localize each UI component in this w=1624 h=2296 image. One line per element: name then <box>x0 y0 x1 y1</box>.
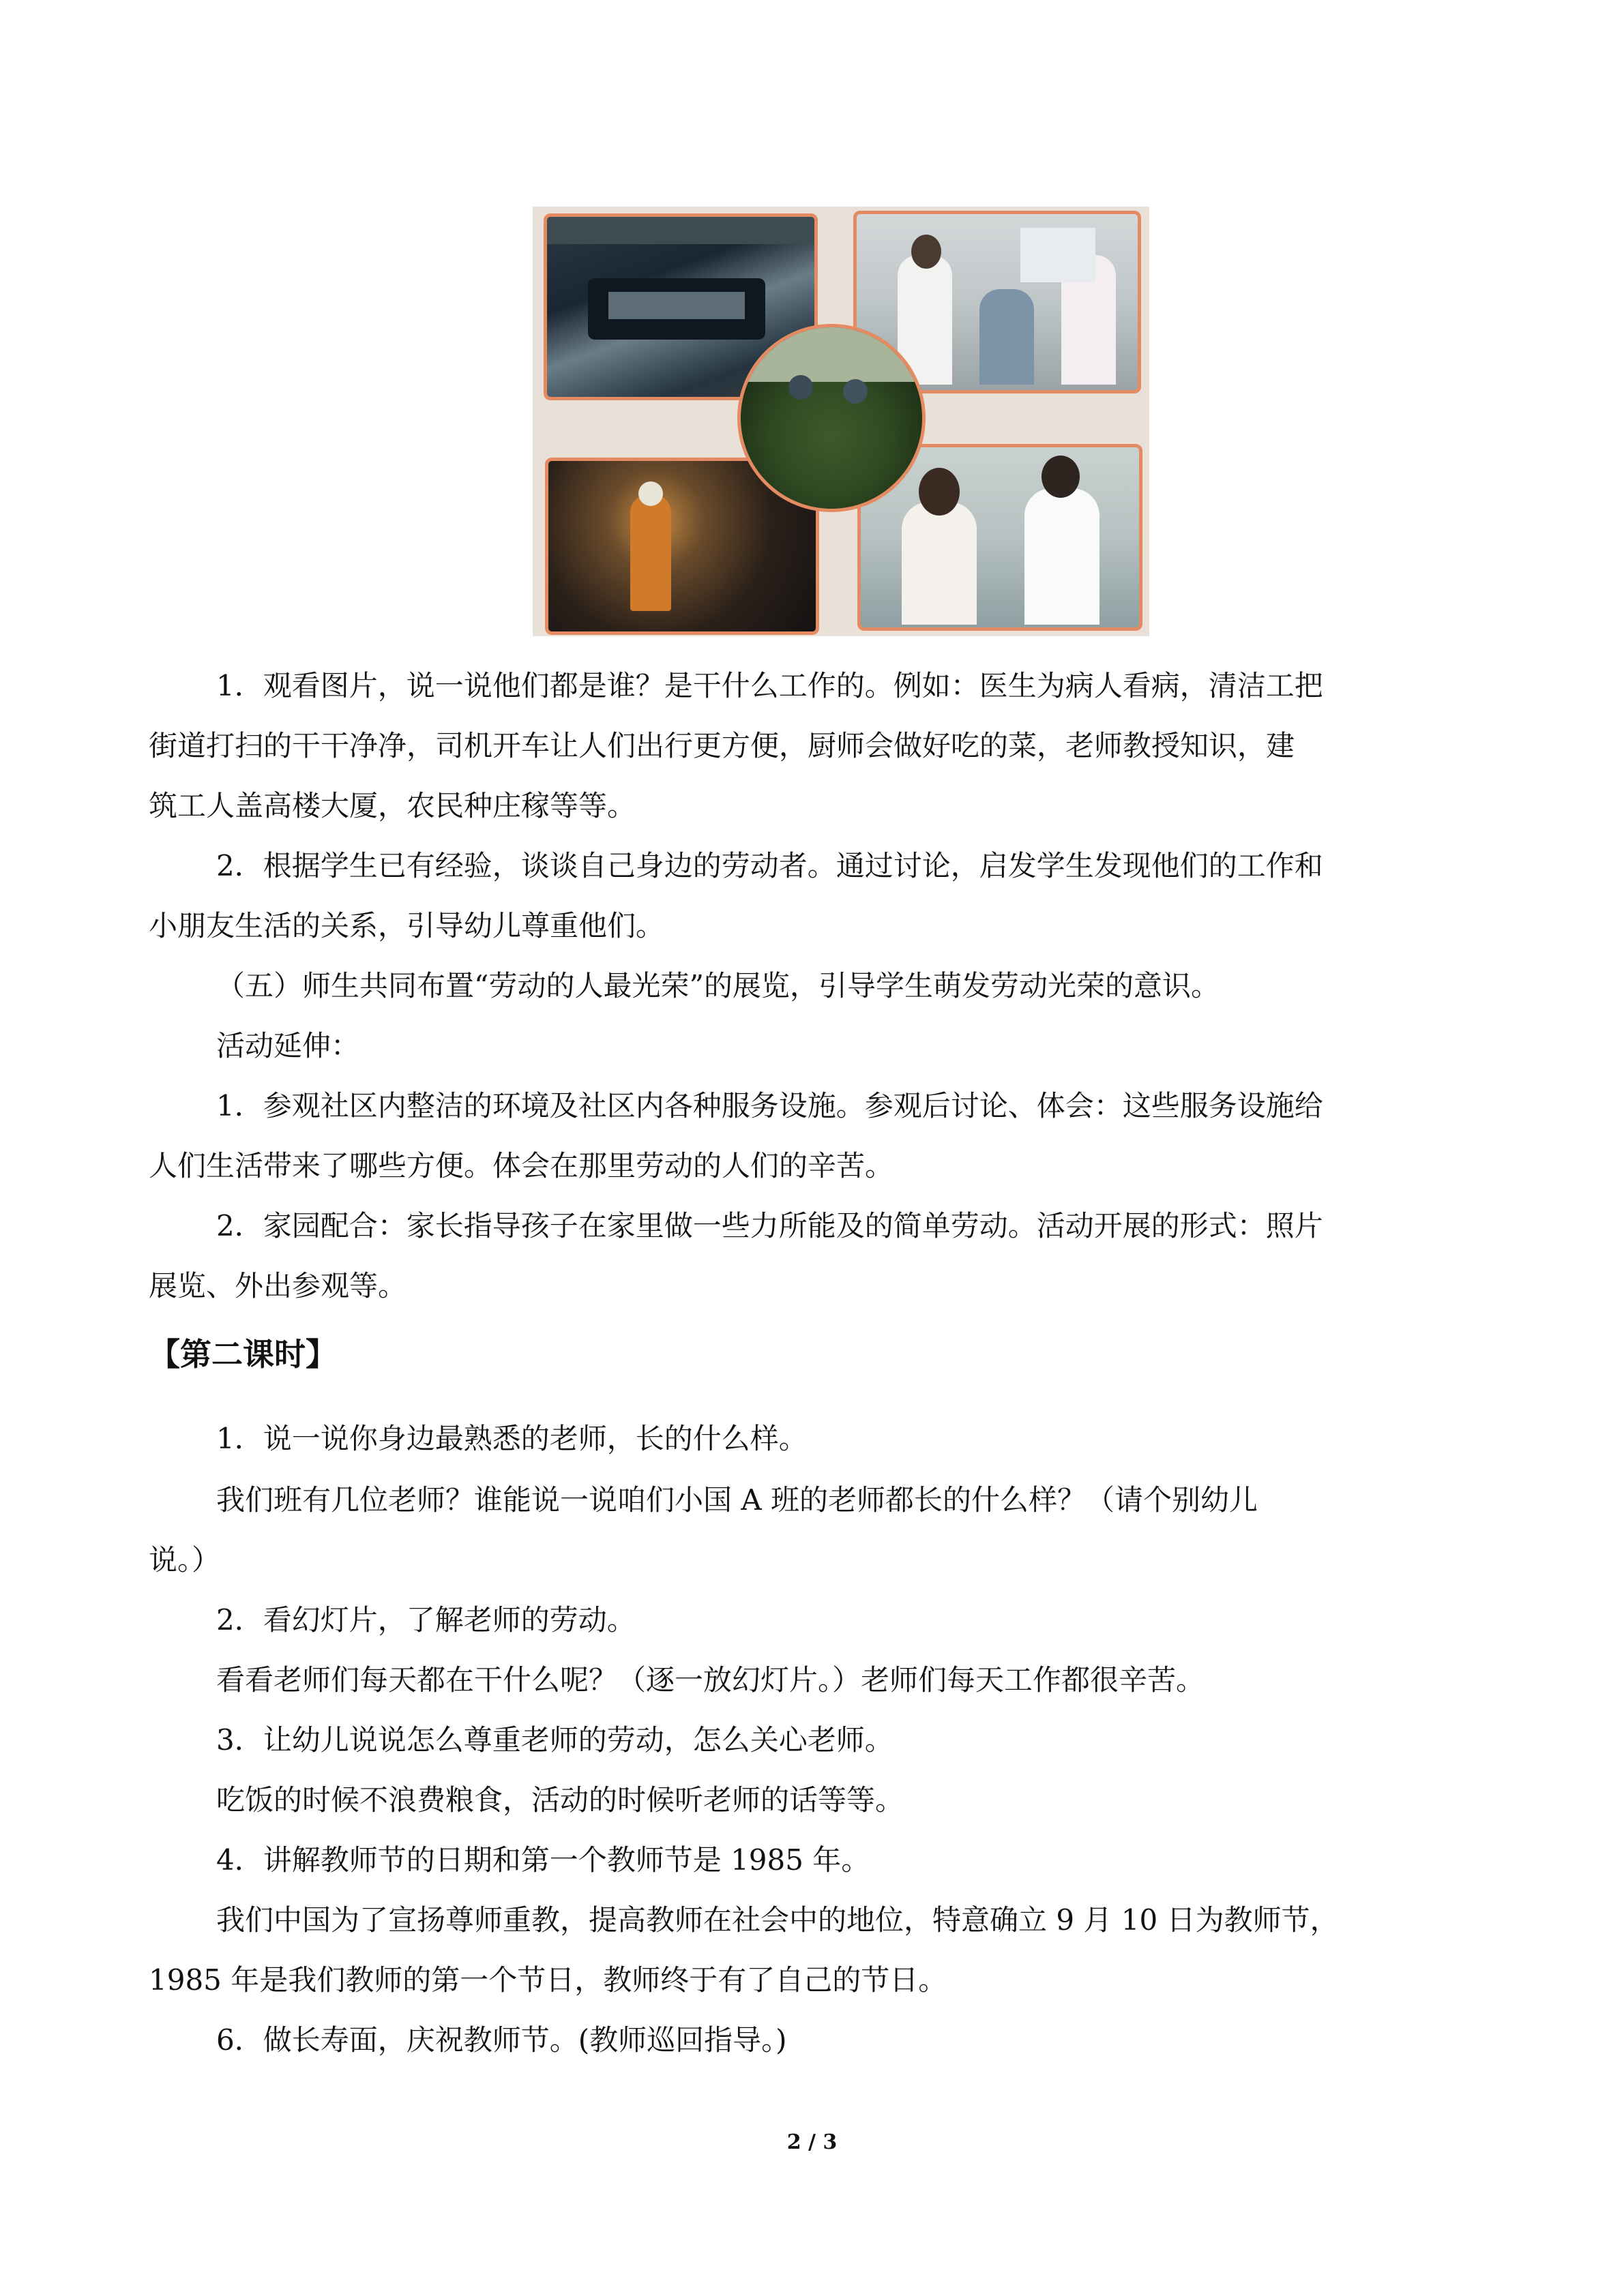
section2-line-9: 我们中国为了宣扬尊师重教，提高教师在社会中的地位，特意确立 9 月 10 日为教师节， <box>216 1903 1339 1937</box>
labor-photo-collage <box>533 207 1149 636</box>
section2-line-3: 说。） <box>149 1543 221 1577</box>
body-line-1: 1．观看图片，说一说他们都是谁？是干什么工作的。例如：医生为病人看病，清洁工把 <box>216 669 1323 702</box>
farm-workers-photo <box>737 324 926 512</box>
body-line-2: 街道打扫的干干净净，司机开车让人们出行更方便，厨师会做好吃的菜，老师教授知识，建 <box>149 729 1295 762</box>
section2-line-5: 看看老师们每天都在干什么呢？（逐一放幻灯片。）老师们每天工作都很辛苦。 <box>216 1663 1205 1697</box>
body-line-10: 2．家园配合：家长指导孩子在家里做一些力所能及的简单劳动。活动开展的形式：照片 <box>216 1209 1323 1242</box>
body-line-11: 展览、外出参观等。 <box>149 1269 407 1302</box>
section2-line-2: 我们班有几位老师？谁能说一说咱们小国 A 班的老师都长的什么样？（请个别幼儿 <box>216 1483 1258 1517</box>
section2-line-7: 吃饭的时候不浪费粮食，活动的时候听老师的话等等。 <box>216 1783 904 1817</box>
section2-line-10: 1985 年是我们教师的第一个节日，教师终于有了自己的节日。 <box>149 1963 947 1997</box>
body-line-4: 2．根据学生已有经验，谈谈自己身边的劳动者。通过讨论，启发学生发现他们的工作和 <box>216 849 1323 882</box>
section2-line-4: 2．看幻灯片，了解老师的劳动。 <box>216 1603 636 1637</box>
body-line-7: 活动延伸： <box>216 1029 360 1062</box>
section-heading: 【第二课时】 <box>149 1336 337 1373</box>
section2-line-11: 6．做长寿面，庆祝教师节。(教师巡回指导。) <box>216 2023 787 2057</box>
page-number: 2 / 3 <box>786 2130 838 2154</box>
body-line-9: 人们生活带来了哪些方便。体会在那里劳动的人们的辛苦。 <box>149 1149 894 1182</box>
body-line-3: 筑工人盖高楼大厦，农民种庄稼等等。 <box>149 789 636 822</box>
section2-line-6: 3．让幼儿说说怎么尊重老师的劳动，怎么关心老师。 <box>216 1723 894 1757</box>
section2-line-1: 1．说一说你身边最熟悉的老师，长的什么样。 <box>216 1422 808 1455</box>
section2-line-8: 4．讲解教师节的日期和第一个教师节是 1985 年。 <box>216 1843 870 1877</box>
body-line-5: 小朋友生活的关系，引导幼儿尊重他们。 <box>149 909 665 942</box>
body-line-8: 1．参观社区内整洁的环境及社区内各种服务设施。参观后讨论、体会：这些服务设施给 <box>216 1089 1323 1122</box>
body-line-6: （五）师生共同布置“劳动的人最光荣”的展览，引导学生萌发劳动光荣的意识。 <box>216 969 1220 1002</box>
